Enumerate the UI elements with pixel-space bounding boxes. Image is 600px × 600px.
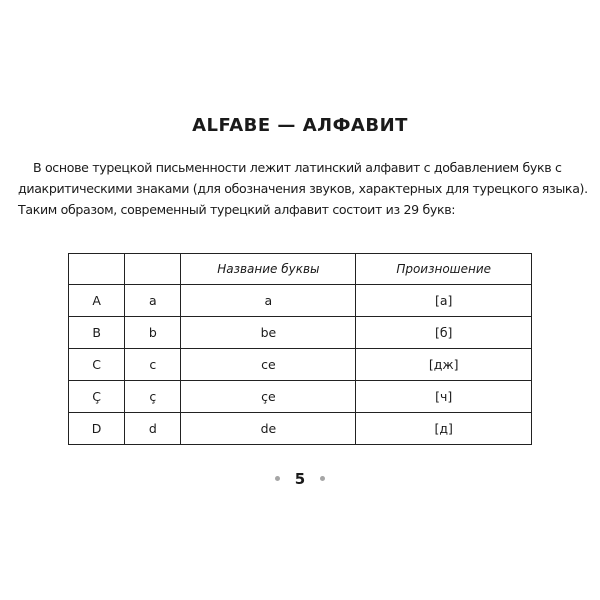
cell-uppercase: A	[69, 285, 125, 317]
table-row	[69, 317, 532, 349]
cell-pronunciation: [а]	[356, 285, 532, 317]
dot-icon	[275, 476, 280, 481]
cell-pronunciation: [ч]	[356, 381, 532, 413]
cell-lowercase: b	[125, 317, 181, 349]
page-number: 5	[294, 469, 306, 488]
cell-pronunciation: [дж]	[356, 349, 532, 381]
cell-letter-name: ce	[181, 349, 356, 381]
intro-line-3: Таким образом, современный турецкий алфавит состоит из 29 букв:	[18, 202, 456, 217]
cell-uppercase: C	[69, 349, 125, 381]
header-pronunciation: Произношение	[356, 254, 532, 285]
header-uppercase	[69, 254, 125, 285]
header-letter-name: Название буквы	[181, 254, 356, 285]
table-row	[69, 349, 532, 381]
intro-paragraph	[18, 157, 588, 220]
header-lowercase	[125, 254, 181, 285]
dot-icon	[320, 476, 325, 481]
cell-pronunciation: [б]	[356, 317, 532, 349]
cell-uppercase: D	[69, 413, 125, 445]
cell-lowercase: c	[125, 349, 181, 381]
alphabet-table	[68, 253, 532, 445]
table-row	[69, 413, 532, 445]
table-row	[69, 381, 532, 413]
intro-line-1: В основе турецкой письменности лежит латинский алфавит с добавлением букв с	[33, 160, 562, 175]
cell-lowercase: d	[125, 413, 181, 445]
cell-letter-name: çe	[181, 381, 356, 413]
page-title: ALFABE — АЛФАВИТ	[192, 115, 408, 136]
page-number-footer	[0, 468, 600, 488]
table-row	[69, 285, 532, 317]
cell-letter-name: de	[181, 413, 356, 445]
cell-uppercase: B	[69, 317, 125, 349]
table-header-row	[69, 254, 532, 285]
cell-letter-name: a	[181, 285, 356, 317]
intro-line-2: диакритическими знаками (для обозначения звуков, характерных для турецкого языка).	[18, 181, 588, 196]
cell-letter-name: be	[181, 317, 356, 349]
cell-lowercase: a	[125, 285, 181, 317]
cell-uppercase: Ç	[69, 381, 125, 413]
cell-pronunciation: [д]	[356, 413, 532, 445]
cell-lowercase: ç	[125, 381, 181, 413]
